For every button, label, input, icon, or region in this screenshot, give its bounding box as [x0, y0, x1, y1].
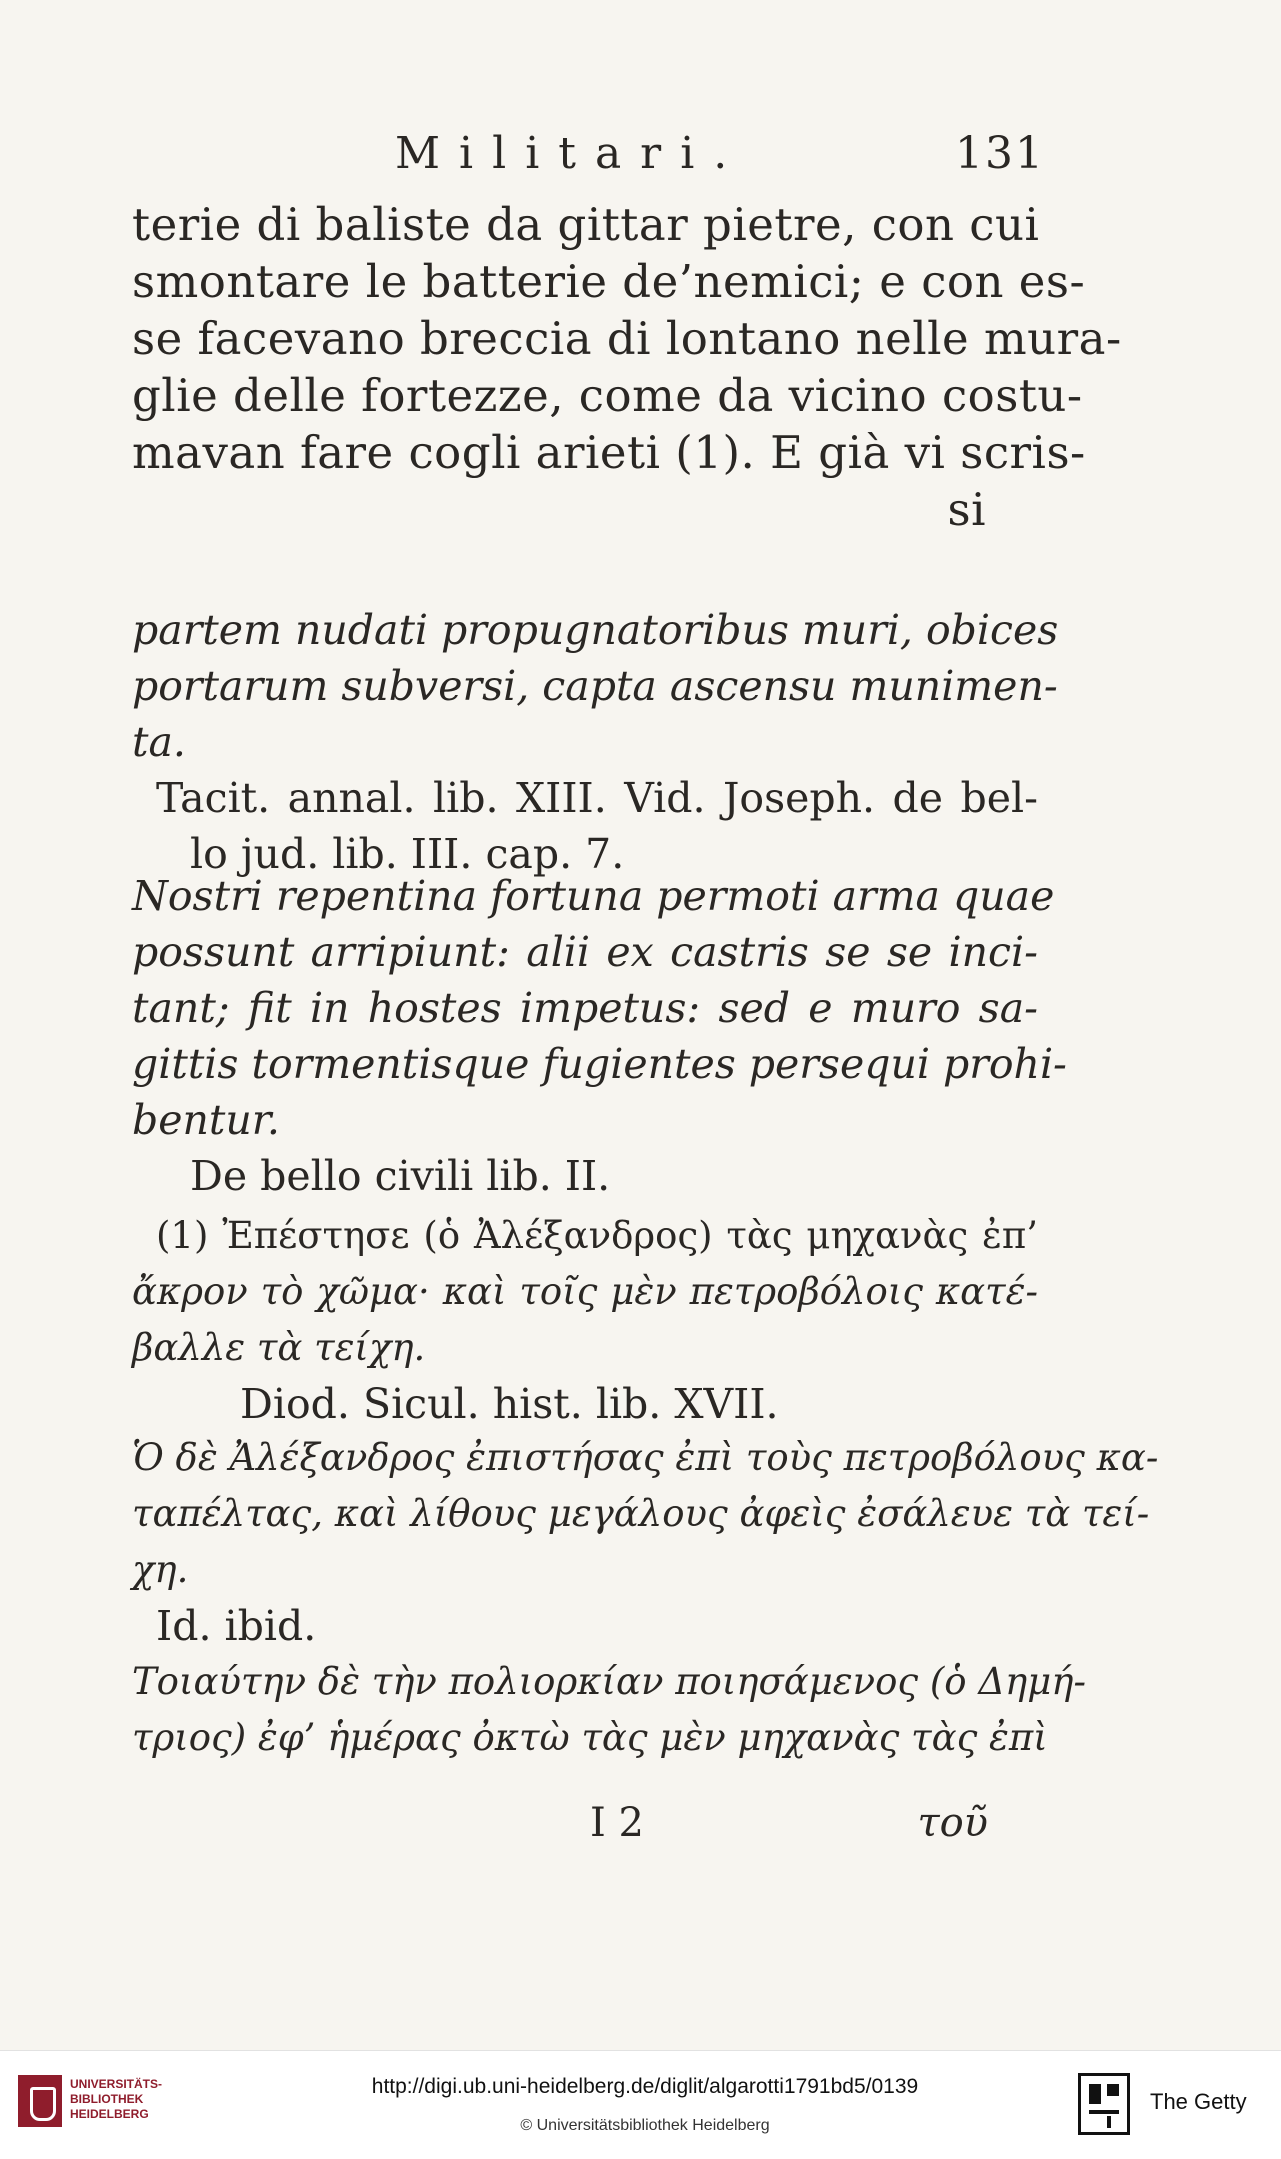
- digitization-bar: [0, 2050, 1281, 2159]
- footnote-demetrius: [132, 1654, 1086, 1766]
- greek-line: ἄκρον τὸ χῶμα· καὶ τοῖς μὲν πετροβόλοις κατέ-: [132, 1270, 1038, 1313]
- quote-line: partem nudati propugnatoribus muri, obices: [132, 606, 1059, 654]
- greek-line: Ὁ δὲ Ἀλέξανδρος ἐπιστήσας ἐπὶ τοὺς πετροβόλους κα-: [132, 1436, 1159, 1479]
- signature-mark: I 2: [590, 1800, 644, 1846]
- quote-line: portarum subversi, capta ascensu munimen-: [132, 662, 1058, 710]
- greek-line: Τοιαύτην δὲ τὴν πολιορκίαν ποιησάμενος (ὁ Δημή-: [132, 1660, 1086, 1703]
- citation: Tacit. annal. lib. XIII. Vid. Joseph. de bel-: [156, 774, 1038, 822]
- getty-label[interactable]: The Getty: [1150, 2089, 1247, 2114]
- logo-text: UNIVERSITÄTS- BIBLIOTHEK HEIDELBERG: [70, 2077, 163, 2121]
- text-line: mavan fare cogli arieti (1). E già vi scris-: [132, 426, 1086, 479]
- footnote-caesar: [132, 868, 1067, 1204]
- ub-heidelberg-logo[interactable]: [18, 2069, 168, 2135]
- header-title: Militari.: [395, 128, 747, 179]
- running-header: [395, 128, 1045, 188]
- page-number: 131: [955, 128, 1045, 179]
- text-line: glie delle fortezze, come da vicino costu-: [132, 369, 1083, 422]
- greek-line: χη.: [132, 1548, 189, 1591]
- citation: Id. ibid.: [156, 1602, 317, 1650]
- citation: lo jud. lib. III. cap. 7.: [190, 830, 625, 878]
- quote-line: ta.: [132, 718, 186, 766]
- footnote-diodorus: [132, 1208, 1038, 1432]
- quote-line: possunt arripiunt: alii ex castris se se inci-: [132, 928, 1038, 976]
- footnote-tacitus: [132, 602, 1059, 882]
- quote-line: Nostri repentina fortuna permoti arma quae: [132, 872, 1055, 920]
- ub-logo-icon: [18, 2075, 62, 2127]
- greek-line: τριος) ἐφ’ ἡμέρας ὀκτὼ τὰς μὲν μηχανὰς τὰς ἐπὶ: [132, 1716, 1048, 1759]
- main-text: [132, 196, 1122, 538]
- copyright-notice: © Universitätsbibliothek Heidelberg: [520, 2117, 770, 2134]
- citation: Diod. Sicul. hist. lib. XVII.: [240, 1380, 779, 1428]
- citation: De bello civili lib. II.: [190, 1152, 611, 1200]
- quote-line: gittis tormentisque fugientes persequi prohi-: [132, 1040, 1067, 1088]
- text-line: si: [947, 483, 986, 536]
- greek-line: ταπέλτας, καὶ λίθους μεγάλους ἀφεὶς ἐσάλευε τὰ τεί-: [132, 1492, 1150, 1535]
- getty-logo-icon[interactable]: [1078, 2073, 1130, 2135]
- quote-line: tant; fit in hostes impetus: sed e muro sa-: [132, 984, 1038, 1032]
- greek-line: (1) Ἐπέστησε (ὁ Ἀλέξανδρος) τὰς μηχανὰς ἐπ’: [156, 1214, 1038, 1257]
- footnote-alexander: [132, 1430, 1159, 1654]
- catchword: τοῦ: [917, 1800, 988, 1846]
- quote-line: bentur.: [132, 1096, 280, 1144]
- permalink-url[interactable]: http://digi.ub.uni-heidelberg.de/diglit/algarotti1791bd5/0139: [371, 2075, 919, 2098]
- text-line: smontare le batterie de’nemici; e con es-: [132, 255, 1086, 308]
- text-line: terie di baliste da gittar pietre, con cui: [132, 198, 1040, 251]
- greek-line: βαλλε τὰ τείχη.: [132, 1326, 426, 1369]
- page-footer: [590, 1800, 1010, 1860]
- text-line: se facevano breccia di lontano nelle mura-: [132, 312, 1122, 365]
